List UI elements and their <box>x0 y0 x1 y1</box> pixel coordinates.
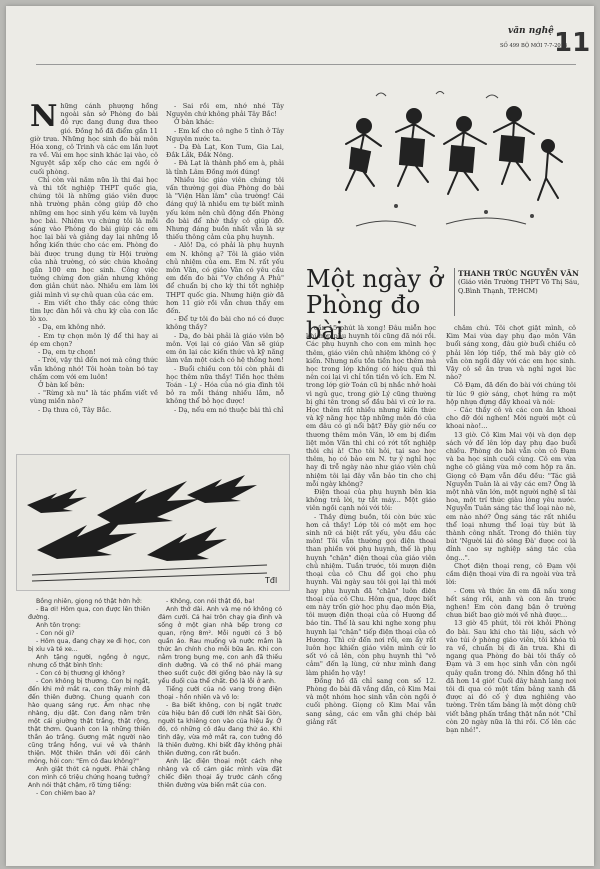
paragraph: - Ba biết không, con bị ngất trước cửa hiệu bán đồ cưới lớn nhất Sài Gòn, người ta khiêng con vào của hiệu ấy. Ở đó, có những cô dâu đang thử áo. Khi tỉnh dậy, vừa mở mắt ra, con tưởng đó là thiên đường. Khi biết đây không phải thiên đường, con rất buồn. <box>158 702 282 757</box>
paragraph: Ở bàn khác: <box>174 118 215 127</box>
paragraph: - Con có bị thương gì không? <box>36 670 125 677</box>
paragraph: - Không, con nói thật đó, ba! <box>166 598 255 605</box>
paragraph: - Dạ thưa cô, Tây Bắc. <box>38 405 112 414</box>
header-rule <box>36 64 576 65</box>
birds-illustration-frame <box>16 454 290 591</box>
column-2 <box>166 102 284 414</box>
author-affiliation: (Giáo viên Trường THPT Võ Thị Sáu, Q.Bình Thạnh, TP.HCM) <box>458 278 580 295</box>
byline-divider <box>454 268 455 316</box>
paragraph: - Sai rồi em, nhớ nhé Tây Nguyên chứ không phải Tây Bắc! <box>166 102 284 119</box>
paragraph: - Dạ, em tự chọn! <box>38 348 96 357</box>
paragraph: - Em kể cho cô nghe 5 tỉnh ở Tây Nguyên nước ta. <box>166 126 284 143</box>
column-6 <box>158 598 282 790</box>
paragraph: Chỉ còn vài năm nữa là thi đại học và thi tốt nghiệp THPT quốc gia, chúng tôi là những giáo viên được nhà trường phân công giúp đỡ cho những em học sinh yếu kém và luyện học bài. Nhiệm vụ chúng tôi là mỗi sáng vào Phòng đo bài giúp các em học lại bài và giảng dạy lại những lỗ hổng kiến thức cho các em. Phòng đo bài được trung dụng từ Hội trường của nhà trường, có sức chứa khoảng gần 100 em học sinh. Công việc tưởng chừng đơn giản nhưng không đơn giản chút nào. Nhiều em làm lời giải mình vì sự chủ quan của các em. <box>30 175 158 299</box>
paragraph: - Con không bị thương. Con bị ngất, đến khi mở mắt ra, con thấy mình đã đến thiên đường. Chung quanh con hào quang sáng rực. Âm nhạc nhẹ nhàng, dịu dặt. Con đang nằm trên một cái giường thật trắng, thật rộng, thật thơm. Quanh con là những thiên thần áo trắng. Gương mặt người nào cũng trắng hồng, vui vẻ và thánh thiện. Một thiên thần với đôi cánh mỏng, hỏi con: "Em có đau không?" <box>28 678 150 765</box>
paragraph: - Dạ, đo bài phải là giáo viên bộ môn. Vợi lại có giáo Vân sẽ giúp em ôn lại các kiến thức và kỹ năng làm văn một cách có hệ thống hơn! <box>166 331 284 365</box>
paragraph: - Dạ, nếu em nó thuộc bài thì chỉ <box>174 405 284 414</box>
paragraph: Đồng hồ đã chỉ sang con số 12. Phòng đo bài đã vắng dần, cô Kim Mai và một nhóm học sinh vẫn còn ngồi ở cuối phòng. Giọng cô Kim Mai vẫn sang sảng, các em vẫn ghi chép bài giảng rất <box>306 676 436 726</box>
paragraph: - Để tự tôi đo bài cho nó có được không thầy? <box>166 315 284 332</box>
paragraph: chăm chú. Tôi chợt giật mình, cô Kim Mai vừa dạy phụ đạo môn Văn buổi sáng xong, đâu giờ buổi chiều cô phải lên lớp tiếp, thế mà bây giờ cô vẫn còn ngồi đây với các em học sinh. Vậy cô sẽ ăn trưa và nghỉ ngơi lúc nào? <box>446 324 576 382</box>
paragraph: Chợt điện thoại reng, cô Đạm vội cầm điện thoại vừa đi ra ngoài vừa trả lời: <box>446 561 576 587</box>
paragraph: - Con chiêm bao à? <box>36 790 96 797</box>
paragraph: - "Rừng xà nu" là tác phẩm viết về vùng miền nào? <box>30 389 158 406</box>
paragraph: - Dạ, em không nhớ. <box>38 323 106 332</box>
paragraph: - Cơm và thức ăn em đã nấu xong hết sáng rồi, anh và con ăn trước nghen! Em còn đang bận ở trường chưa biết bao giờ mới về nhà được... <box>446 586 576 620</box>
paragraph: - Ba ơi! Hôm qua, con được lên thiên đường. <box>28 606 150 621</box>
paragraph: - Alô! Dạ, có phải là phụ huynh em N. không ạ? Tôi là giáo viên chủ nhiệm của em. Em N. rất yếu môn Văn, có giáo Vân có yêu cầu em đến đo bài "Vợ chồng A Phủ" để chuẩn bị cho kỳ thi tốt nghiệp THPT quốc gia. Nhưng hiện giờ đã hơn 11 giờ rồi vẫn chưa thấy em đến. <box>166 241 284 316</box>
paragraph: Anh lặc điện thoại một cách nhẹ nhàng và cố cảm giác mình vừa đặt chiếc điện thoại ấy trước cánh cổng thiên đường vừa biến mất của con. <box>158 758 282 789</box>
issue-number: SỐ 499 BỘ MỚI 7-7-2016 <box>500 43 568 49</box>
paragraph: - Thầy đừng buồn, tôi còn bức xúc hơn cả thầy! Lớp tôi có một em học sinh nữ cá biệt rất yếu, yêu đầu các môn! Tôi vẫn thường gọi điện thoại than phiền với phụ huynh, thế là phụ huynh "chặn" điện thoại của giáo viên chủ nhiệm. Tuần trước, tôi mượn điện thoại của cô Chu để gọi cho phụ huynh. Vài ngày sau tôi gọi lại thì mới hay phụ huynh đã "chặn" luôn điện thoại của cô Chu. Hôm qua, được biết em này trốn giờ học phụ đạo môn Địa, tôi mượn điện thoại của cô Hương để báo tin. Thế là sau khi nghe xong phụ huynh lại "chặn" tiếp điện thoại của cô Hương. Thì cứ đến nơi rồi, em ấy rất luôn học khiến giáo viên mình cứ lo sốt vó cả lên, còn phụ huynh thì "vô cảm" đến lạ lùng, cứ như mình đang làm phiền họ vậy! <box>306 512 436 677</box>
newspaper-page <box>6 6 594 866</box>
paragraph: - Dạ Đà Lạt, Kon Tum, Gia Lai, Đắk Lắk, Đắk Nông. <box>166 143 284 160</box>
paragraph: - Đà Lạt là thành phố em à, phải là tỉnh Lâm Đồng mới đúng! <box>166 159 284 176</box>
paragraph: 13 giờ 45 phút, tôi rời khỏi Phòng đo bài. Sau khi cho tài liệu, sách vở vào túi ở phòng giáo viên, tôi khóa tủ ra về, chuẩn bị đi ăn trưa. Khi đi ngang qua Phòng đo bài tôi thấy cô Đạm và 3 em học sinh vẫn còn ngồi quây quần trong đó. Nhìn đồng hồ thì đã hơn 14 giờ! Cuối đây hành lang nơi tôi đi qua có một tấm bảng xanh đã được ai đó cố ý dựa nghiêng vào tường. Trên tấm bảng là một dòng chữ viết bằng phấn trắng thật nắn nót "Chỉ còn 20 ngày nữa là thi rồi. Cố lên các bạn nhé!". <box>446 619 576 734</box>
paragraph: - Buổi chiều con tôi còn phải đi học thêm nữa thầy! Tiền học thêm Toán - Lý - Hóa của nó gia đình tôi bỏ ra mỗi tháng nhiều lắm, nỗ không thể bỏ học được! <box>166 364 284 406</box>
paragraph: Nhiều lúc giáo viên chúng tôi vấn thường gọi đùa Phòng đo bài là "Viện Hàn lâm" của trường! Cái đáng quý là nhiều em tự biết mình yếu kém nên chủ động đến Phòng đo bài để nhờ thầy cô giúp đỡ. Nhưng đáng buồn nhất vẫn là sự thiếu thông cảm của phụ huynh. <box>166 175 284 242</box>
page-number: 11 <box>554 28 591 58</box>
paragraph: Tiếng cười của nó vang trong điện thoại - hồn nhiên và vô lo: <box>158 686 282 701</box>
drop-cap: N <box>30 99 58 134</box>
paragraph: - Con nói gì? <box>36 630 75 637</box>
paragraph: Anh thở dài. Anh và mẹ nó không có đảm cưới. Cả hai trôn chạy gia đình và sống ở một gian nhà bếp trong cơ quan, rộng 8m². Mỗi người có 3 bộ quần áo. Rau muống và nước mắm là thức ăn chính cho mỗi bữa ăn. Khi con nằm trong bụng mẹ, con anh đã thiếu dinh dưỡng. Và có thể nó phải mang theo suốt cuộc đời giống bào này là sự yếu đuối của thể chất. Đó là lỗi ở anh. <box>158 606 282 685</box>
column-3 <box>306 324 436 726</box>
column-4 <box>446 324 576 734</box>
author-name: THANH TRÚC NGUYỄN VĂN <box>458 269 579 278</box>
paragraph: 13 giờ. Cô Kim Mai vội và dọn dẹp sách vở để lên lớp dạy phụ đạo buổi chiều. Phòng đo bài vẫn còn cô Đạm và ba học sinh cuối cùng. Cô em vừa nghe cô giảng vừa mở cơm hộp ra ăn. Giọng cô Đạm vẫn đều đều: "Tác giả Nguyễn Tuân là ai vậy các em? Ông là một nhà văn lớn, một người nghệ sĩ tài hoa, một trí thức giàu lòng yêu nước. Nguyễn Tuân sáng tác thể loại nào nè, em nào nhớ? Ông sáng tác rất nhiều thể loại nhưng thể loại tùy bút là thành công nhất. Trong đó thiên tùy bút 'Người lái đò sông Đà' được coi là đỉnh cao sự nghiệp sáng tác của ông...". <box>446 430 576 562</box>
column-1 <box>30 99 158 414</box>
paragraph: - Hôm qua, đang chạy xe đi học, con bị xỉu và té xe... <box>28 638 150 653</box>
article-title: Một ngày ở Phòng đo bài <box>306 265 444 345</box>
paragraph: - Trời, vậy thì đến nơi mà công thức vẫn không nhớ! Tôi hoàn toàn bó tay chấm cơm với em luôn! <box>30 356 158 381</box>
paragraph: hững cánh phượng hồng ngoài sân sở Phòng đo bài đỏ rực đang đung đưa theo gió. Đồng hồ đã điểm gần 11 giờ trưa. Những học sinh đo bài môn Hóa xong, cô Trinh và các em lần lượt ra về. Vài em học sinh khác lại vào, cô Nguyệt sắp xếp cho các em ngồi ở cuối phòng. <box>30 102 158 176</box>
dancing-figures-illustration <box>336 86 566 256</box>
paragraph: Điện thoại của phụ huynh bên kia không trả lời, tự tắt máy... Một giáo viên ngồi cạnh nói với tôi: <box>306 488 436 513</box>
paragraph: Bồng nhiên, giọng nó thật hớn hở: <box>36 598 142 605</box>
paragraph: cần 15 phút là xong! Đâu miễn học khi hợp phụ huynh tôi cũng đã nói rồi. Các phụ huynh cho con em mình học thêm, giáo viên chủ nhiệm không có ý kiến. Nhưng nếu tồn tiền học thêm mà học trong lớp không có hiệu quả thì nên coi lại vì chỉ tồn tiền vô ích. Em N. trong lớp giờ Toán cũ bị nhắc nhở hoài vì ngủ gục, trong giờ Lý cũng thường bị ghi tên trong sổ đầu bài vì cứ lơ ra. Học thêm rất nhiều nhưng kiến thức và kỹ năng học tập những môn đó của em đâu có gì nổi bật? Đây giờ nếu cơ thương thêm môn Văn, lỡ em bị điểm liệt môn Văn thì chi có rớt tốt nghiệp thôi chị à! Cho tôi hỏi, tại sao học thêm, họ có bảo em N. tự ý nghỉ học hay đi trễ ngày nào như giáo viên chủ nhiệm tôi lại đây vẫn bảo tin cho chị mỗi ngày không? <box>306 324 436 488</box>
column-5 <box>28 598 150 798</box>
paragraph: - Em viết cho thầy các công thức tìm lực đàn hồi và chu kỳ của con lắc lò xo. <box>30 298 158 324</box>
paragraph: Anh tặng người, ngồng ở ngực, nhưng cố thật bình tĩnh: <box>28 654 150 669</box>
illustration-signature: Tđl <box>265 576 278 585</box>
paragraph: - Em tự chọn môn lý để thi hay ai ép em chọn? <box>30 331 158 348</box>
paragraph: Ở bàn kế bên: <box>38 380 85 389</box>
birds-illustration <box>17 455 289 590</box>
section-title: văn nghệ <box>508 26 554 36</box>
byline <box>458 270 588 295</box>
paragraph: Anh tôn trọng: <box>36 622 81 629</box>
paragraph: Cô Đạm, đã đến đo bài với chúng tôi từ lúc 9 giờ sáng, chợt hứng ra một hộp nhựa đựng đầy khoai và nói: <box>446 381 576 406</box>
paragraph: - Các thầy cô và các con ăn khoai cho đỡ đói nghen! Mời người một củ khoai nào!... <box>446 406 576 431</box>
paragraph: Anh giật thót cả người. Phải chăng con mình có triệu chứng hoang tưởng? Anh nói thật chậm, rõ từng tiếng: <box>28 766 150 789</box>
